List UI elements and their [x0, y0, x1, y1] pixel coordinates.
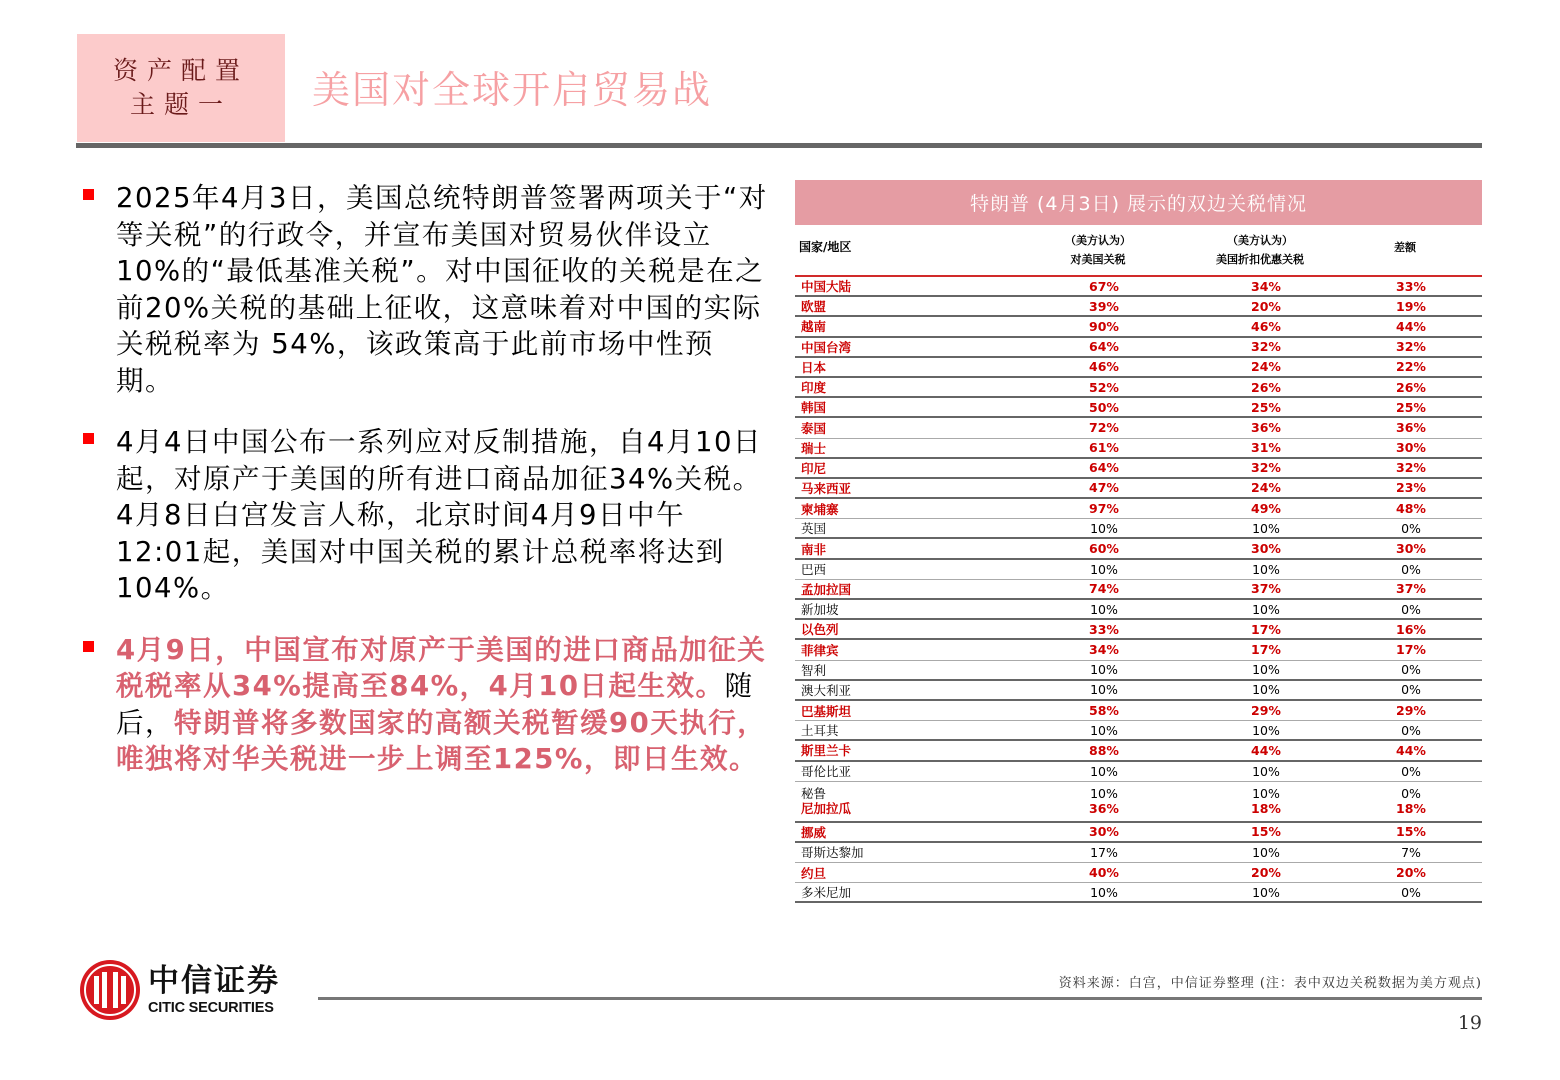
discounted-tariff-value: 17% — [1251, 642, 1281, 658]
us-tariff-value: 74% — [1089, 581, 1119, 597]
difference-value: 0% — [1401, 561, 1421, 577]
tariff-value: 18% — [1396, 801, 1426, 817]
difference-value: 29% — [1396, 703, 1426, 719]
country-name: 英国 — [801, 521, 827, 537]
difference-value: 32% — [1396, 460, 1426, 476]
bullet-list — [80, 180, 770, 803]
country-name: 以色列 — [801, 622, 839, 638]
table-title: 特朗普 (4月3日) 展示的双边关税情况 — [795, 180, 1482, 225]
bullet-text-part2: 随后， — [116, 670, 754, 739]
discounted-tariff-value: 10% — [1252, 520, 1280, 536]
table-row — [795, 721, 1482, 741]
difference-value: 20% — [1396, 865, 1426, 881]
section-tag-line1: 资产配置 — [112, 56, 249, 85]
country-name: 新加坡 — [801, 602, 839, 618]
header-difference: 差额 — [1394, 241, 1416, 254]
header-us-tariff-line2: 对美国关税 — [1070, 253, 1126, 266]
discounted-tariff-value: 49% — [1251, 501, 1281, 517]
table-row — [795, 883, 1482, 903]
table-row — [795, 863, 1482, 883]
discounted-tariff-value: 30% — [1251, 541, 1281, 557]
us-tariff-value: 97% — [1089, 501, 1119, 517]
discounted-tariff-value: 26% — [1251, 379, 1281, 395]
country-name: 巴西 — [801, 562, 827, 578]
us-tariff-value: 33% — [1089, 621, 1119, 637]
footer-divider — [318, 997, 1482, 1000]
country-name: 南非 — [801, 541, 827, 557]
tariff-value: 10% — [1252, 786, 1280, 802]
discounted-tariff-value: 15% — [1251, 824, 1281, 840]
header-divider — [76, 143, 1482, 148]
difference-value: 44% — [1396, 318, 1426, 334]
table-row — [795, 317, 1482, 337]
table-row — [795, 378, 1482, 398]
discounted-tariff-value: 10% — [1252, 884, 1280, 900]
discounted-tariff-value: 36% — [1251, 420, 1281, 436]
discounted-tariff-value: 37% — [1251, 581, 1281, 597]
discounted-tariff-value: 32% — [1251, 339, 1281, 355]
source-note: 资料来源：白宫，中信证券整理 (注：表中双边关税数据为美方观点) — [1058, 976, 1482, 991]
discounted-tariff-value: 10% — [1252, 682, 1280, 698]
table-row — [795, 539, 1482, 559]
difference-value: 16% — [1396, 621, 1426, 637]
difference-value: 44% — [1396, 742, 1426, 758]
us-tariff-value: 10% — [1090, 763, 1118, 779]
difference-value: 0% — [1401, 722, 1421, 738]
country-name: 哥伦比亚 — [801, 764, 852, 780]
difference-value: 32% — [1396, 339, 1426, 355]
tariff-value: 0% — [1401, 786, 1421, 802]
discounted-tariff-value: 46% — [1251, 318, 1281, 334]
discounted-tariff-value: 32% — [1251, 460, 1281, 476]
tariff-table — [795, 180, 1482, 903]
discounted-tariff-value: 31% — [1251, 440, 1281, 456]
country-name: 秘鲁 — [801, 786, 827, 802]
table-row — [795, 782, 1482, 823]
us-tariff-value: 10% — [1090, 601, 1118, 617]
us-tariff-value: 90% — [1089, 318, 1119, 334]
header-us-tariff-line1: （美方认为） — [1065, 234, 1131, 247]
country-name: 马来西亚 — [801, 480, 852, 496]
country-name: 澳大利亚 — [801, 682, 852, 698]
bullet-text: 4月4日中国公布一系列应对反制措施，自4月10日起，对原产于美国的所有进口商品加征34%关税。4月8日白宫发言人称，北京时间4月9日中午12:01起，美国对中国关税的累计总税率将达到104%。 — [116, 426, 762, 604]
discounted-tariff-value: 10% — [1252, 763, 1280, 779]
citic-logo-icon — [80, 960, 140, 1020]
difference-value: 37% — [1396, 581, 1426, 597]
us-tariff-value: 10% — [1090, 884, 1118, 900]
us-tariff-value: 88% — [1089, 742, 1119, 758]
us-tariff-value: 64% — [1089, 339, 1119, 355]
us-tariff-value: 61% — [1089, 440, 1119, 456]
country-name: 中国大陆 — [801, 279, 852, 295]
country-name: 泰国 — [801, 420, 827, 436]
difference-value: 23% — [1396, 480, 1426, 496]
bullet-item-highlight — [80, 632, 770, 778]
tariff-value: 36% — [1089, 801, 1119, 817]
country-name: 菲律宾 — [801, 642, 839, 658]
difference-value: 22% — [1396, 359, 1426, 375]
country-name: 越南 — [801, 319, 827, 335]
table-row — [795, 479, 1482, 499]
discounted-tariff-value: 10% — [1252, 561, 1280, 577]
us-tariff-value: 64% — [1089, 460, 1119, 476]
table-row — [795, 560, 1482, 580]
table-header — [795, 225, 1482, 277]
table-row — [795, 277, 1482, 297]
table-row — [795, 701, 1482, 721]
country-name: 欧盟 — [801, 299, 827, 315]
bullet-text: 2025年4月3日，美国总统特朗普签署两项关于“对等关税”的行政令，并宣布美国对贸易伙伴设立10%的“最低基准关税”。对中国征收的关税是在之前20%关税的基础上征收，这意味着对中国的实际关税税率为 54%，该政策高于此前市场中性预期。 — [116, 182, 768, 397]
tariff-value: 18% — [1251, 801, 1281, 817]
difference-value: 15% — [1396, 824, 1426, 840]
section-tag — [77, 34, 285, 142]
us-tariff-value: 34% — [1089, 642, 1119, 658]
us-tariff-value: 10% — [1090, 682, 1118, 698]
table-row — [795, 398, 1482, 418]
header-us-tariff — [1023, 231, 1173, 269]
country-name: 智利 — [801, 662, 827, 678]
table-row — [795, 519, 1482, 539]
discounted-tariff-value: 44% — [1251, 742, 1281, 758]
difference-value: 19% — [1396, 298, 1426, 314]
page-title: 美国对全球开启贸易战 — [312, 68, 713, 112]
us-tariff-value: 50% — [1089, 399, 1119, 415]
difference-value: 0% — [1401, 520, 1421, 536]
header-discounted-line1: （美方认为） — [1227, 234, 1293, 247]
difference-value: 33% — [1396, 278, 1426, 294]
country-name: 巴基斯坦 — [801, 703, 852, 719]
discounted-tariff-value: 10% — [1252, 601, 1280, 617]
bullet-item — [80, 424, 770, 607]
citic-logo — [80, 960, 280, 1020]
country-name: 印尼 — [801, 460, 827, 476]
us-tariff-value: 67% — [1089, 278, 1119, 294]
us-tariff-value: 46% — [1089, 359, 1119, 375]
us-tariff-value: 58% — [1089, 703, 1119, 719]
discounted-tariff-value: 24% — [1251, 480, 1281, 496]
table-row — [795, 843, 1482, 863]
table-row — [795, 580, 1482, 600]
table-row — [795, 823, 1482, 843]
us-tariff-value: 17% — [1090, 844, 1118, 860]
discounted-tariff-value: 17% — [1251, 621, 1281, 637]
table-row — [795, 762, 1482, 782]
difference-value: 30% — [1396, 440, 1426, 456]
us-tariff-value: 72% — [1089, 420, 1119, 436]
country-name: 多米尼加 — [801, 885, 852, 901]
us-tariff-value: 40% — [1089, 865, 1119, 881]
table-cell — [795, 782, 1001, 821]
discounted-tariff-value: 10% — [1252, 844, 1280, 860]
country-name: 约旦 — [801, 865, 827, 881]
country-name: 斯里兰卡 — [801, 743, 852, 759]
difference-value: 25% — [1396, 399, 1426, 415]
difference-value: 30% — [1396, 541, 1426, 557]
us-tariff-value: 10% — [1090, 662, 1118, 678]
table-row — [795, 620, 1482, 640]
us-tariff-value: 52% — [1089, 379, 1119, 395]
country-name: 哥斯达黎加 — [801, 845, 864, 861]
page-number: 19 — [1457, 1012, 1482, 1034]
bullet-square-icon — [83, 641, 94, 652]
difference-value: 0% — [1401, 884, 1421, 900]
us-tariff-value: 10% — [1090, 520, 1118, 536]
us-tariff-value: 10% — [1090, 722, 1118, 738]
table-row — [795, 499, 1482, 519]
table-row — [795, 600, 1482, 620]
country-name: 尼加拉瓜 — [801, 801, 852, 817]
difference-value: 0% — [1401, 682, 1421, 698]
us-tariff-value: 60% — [1089, 541, 1119, 557]
table-cell — [1029, 782, 1179, 821]
country-name: 孟加拉国 — [801, 581, 852, 597]
table-cell — [1191, 782, 1341, 821]
discounted-tariff-value: 20% — [1251, 865, 1281, 881]
discounted-tariff-value: 24% — [1251, 359, 1281, 375]
tariff-value: 10% — [1090, 786, 1118, 802]
difference-value: 36% — [1396, 420, 1426, 436]
table-cell — [1361, 782, 1461, 821]
header-discounted-tariff — [1185, 231, 1335, 269]
us-tariff-value: 39% — [1089, 298, 1119, 314]
discounted-tariff-value: 29% — [1251, 703, 1281, 719]
discounted-tariff-value: 25% — [1251, 399, 1281, 415]
table-row — [795, 459, 1482, 479]
country-name: 柬埔寨 — [801, 501, 839, 517]
bullet-square-icon — [83, 433, 94, 444]
difference-value: 7% — [1401, 844, 1421, 860]
table-row — [795, 439, 1482, 459]
discounted-tariff-value: 20% — [1251, 298, 1281, 314]
logo-text-en: CITIC SECURITIES — [148, 1000, 274, 1016]
difference-value: 0% — [1401, 601, 1421, 617]
table-body — [795, 277, 1482, 903]
header-discounted-line2: 美国折扣优惠关税 — [1216, 253, 1304, 266]
discounted-tariff-value: 34% — [1251, 278, 1281, 294]
header-country: 国家/地区 — [799, 240, 852, 254]
difference-value: 17% — [1396, 642, 1426, 658]
difference-value: 26% — [1396, 379, 1426, 395]
bullet-square-icon — [83, 189, 94, 200]
country-name: 日本 — [801, 359, 827, 375]
us-tariff-value: 10% — [1090, 561, 1118, 577]
table-row — [795, 358, 1482, 378]
difference-value: 0% — [1401, 662, 1421, 678]
country-name: 印度 — [801, 380, 827, 396]
table-row — [795, 418, 1482, 438]
discounted-tariff-value: 10% — [1252, 662, 1280, 678]
section-tag-line2: 主题一 — [129, 90, 232, 119]
discounted-tariff-value: 10% — [1252, 722, 1280, 738]
us-tariff-value: 30% — [1089, 824, 1119, 840]
country-name: 韩国 — [801, 400, 827, 416]
bullet-item — [80, 180, 770, 399]
table-row — [795, 661, 1482, 681]
country-name: 土耳其 — [801, 723, 839, 739]
difference-value: 0% — [1401, 763, 1421, 779]
difference-value: 48% — [1396, 501, 1426, 517]
bullet-text-part3: 特朗普将多数国家的高额关税暂缓90天执行，唯独将对华关税进一步上调至125%，即日生效。 — [116, 706, 767, 775]
table-row — [795, 640, 1482, 660]
table-row — [795, 297, 1482, 317]
country-name: 中国台湾 — [801, 339, 852, 355]
table-row — [795, 338, 1482, 358]
logo-text-cn: 中信证券 — [148, 963, 280, 999]
table-row — [795, 681, 1482, 701]
bullet-text-part1: 4月9日，中国宣布对原产于美国的进口商品加征关税税率从34%提高至84%，4月10日起生效。 — [116, 633, 767, 702]
country-name: 挪威 — [801, 824, 827, 840]
table-row — [795, 741, 1482, 761]
us-tariff-value: 47% — [1089, 480, 1119, 496]
country-name: 瑞士 — [801, 440, 827, 456]
